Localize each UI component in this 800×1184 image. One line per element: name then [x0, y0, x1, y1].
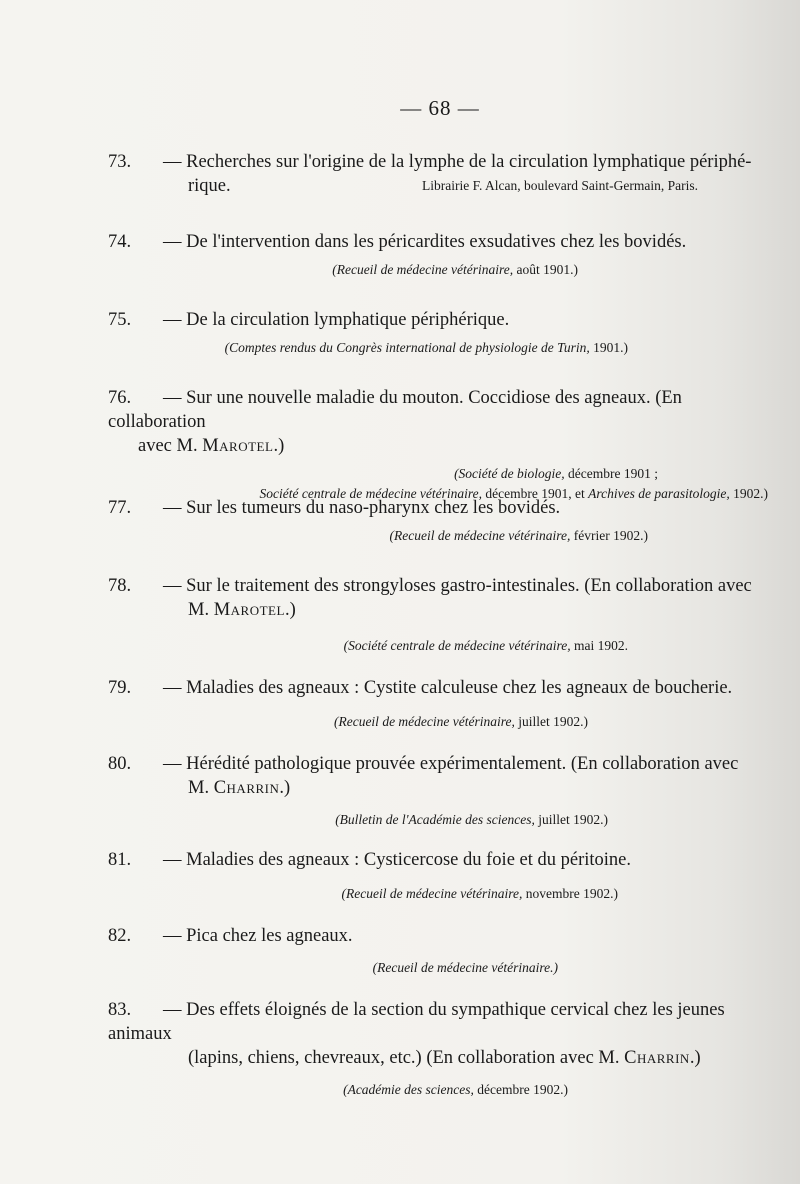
entry-number: 80. [108, 754, 132, 774]
entry-number: 75. [108, 310, 132, 330]
source-publication: (Société de biologie, [454, 466, 565, 481]
entry-80 [108, 752, 768, 830]
entry-title-line2 [108, 776, 768, 800]
source-text: décembre 1901, et [482, 486, 589, 501]
entry-number: 76. [108, 388, 132, 408]
title-text: M. [188, 778, 214, 798]
entry-source [108, 260, 768, 280]
entry-title [108, 924, 768, 948]
source-publication: (Recueil de médecine vétérinaire.) [372, 960, 558, 975]
source-publication: (Comptes rendus du Congrès international de physiologie de Turin, [224, 340, 590, 355]
entry-source [108, 338, 768, 358]
entry-source [108, 712, 768, 732]
entry-81 [108, 848, 768, 904]
entry-title [108, 998, 768, 1070]
entry-title [108, 752, 768, 800]
source-date: juillet 1902.) [514, 714, 588, 729]
source-date: juillet 1902.) [534, 812, 608, 827]
entry-title-line1: — Recherches sur l'origine de la lymphe de la circulation lymphatique périphé- [163, 152, 752, 172]
entry-source [108, 464, 768, 484]
source-date: février 1902.) [570, 528, 648, 543]
entry-82 [108, 924, 768, 978]
entry-title [108, 230, 768, 254]
entry-76 [108, 386, 768, 504]
entry-title-line2 [108, 1046, 768, 1070]
source-date: 1902.) [729, 486, 768, 501]
entry-74 [108, 230, 768, 280]
source-publication: (Recueil de médecine vétérinaire, [333, 714, 515, 729]
entry-title-line2 [108, 598, 768, 622]
entry-source [108, 884, 768, 904]
entry-title-line1: — Maladies des agneaux : Cystite calculeuse chez les agneaux de boucherie. [163, 678, 733, 698]
entry-78 [108, 574, 768, 656]
entry-75 [108, 308, 768, 358]
source-date: 1901.) [589, 340, 628, 355]
title-text: M. [188, 600, 214, 620]
entry-title-line1: — Pica chez les agneaux. [163, 926, 353, 946]
source-publication: (Bulletin de l'Académie des sciences, [335, 812, 535, 827]
entry-number: 73. [108, 152, 132, 172]
entry-number: 83. [108, 1000, 132, 1020]
source-date: décembre 1901 ; [564, 466, 658, 481]
entry-title-line1: — De l'intervention dans les péricardites exsudatives chez les bovidés. [163, 232, 687, 252]
source-publication: (Académie des sciences, [343, 1082, 474, 1097]
entry-title-line1: — Sur une nouvelle maladie du mouton. Coccidiose des agneaux. (En collaboration [108, 388, 682, 432]
entry-79 [108, 676, 768, 732]
entry-source [108, 810, 768, 830]
entry-title [108, 848, 768, 872]
entry-source [108, 636, 768, 656]
source-publication: (Recueil de médecine vétérinaire, [389, 528, 571, 543]
entry-77 [108, 496, 768, 546]
entry-title-line1: — De la circulation lymphatique périphérique. [163, 310, 510, 330]
entry-title-line2: rique. [188, 176, 231, 196]
entry-title-line1: — Des effets éloignés de la section du sympathique cervical chez les jeunes animaux [108, 1000, 725, 1044]
title-text: .) [284, 600, 296, 620]
source-publication: (Société centrale de médecine vétérinaire, [343, 638, 571, 653]
entry-83 [108, 998, 768, 1100]
source-date: août 1901.) [513, 262, 578, 277]
collaborator-name: Marotel [202, 436, 274, 456]
source-publication-2: Archives de parasitologie, [588, 486, 730, 501]
entry-source: Librairie F. Alcan, boulevard Saint-Germain, Paris. [422, 178, 698, 193]
entry-title [108, 496, 768, 520]
title-text: .) [273, 436, 285, 456]
entry-title-line1: — Hérédité pathologique prouvée expérimentalement. (En collaboration avec [163, 754, 739, 774]
collaborator-name: Marotel [213, 600, 285, 620]
source-date: mai 1902. [570, 638, 628, 653]
entry-title [108, 574, 768, 622]
title-text: .) [689, 1048, 701, 1068]
entry-title-line1: — Sur les tumeurs du naso-pharynx chez les bovidés. [163, 498, 561, 518]
source-date: décembre 1902.) [473, 1082, 568, 1097]
collaborator-name: Charrin [624, 1048, 690, 1068]
entry-title-line1: — Maladies des agneaux : Cysticercose du foie et du péritoine. [163, 850, 632, 870]
entry-number: 79. [108, 678, 132, 698]
entry-source [108, 526, 768, 546]
source-publication: (Recueil de médecine vétérinaire, [332, 262, 514, 277]
entry-title [108, 308, 768, 332]
entry-number: 82. [108, 926, 132, 946]
entry-number: 78. [108, 576, 132, 596]
entry-number: 77. [108, 498, 132, 518]
entry-number: 74. [108, 232, 132, 252]
entry-source [108, 1080, 768, 1100]
title-text: .) [279, 778, 291, 798]
page-number: — 68 — [400, 96, 480, 120]
entry-title-line2 [108, 434, 768, 458]
title-text: avec M. [138, 436, 203, 456]
source-publication: (Recueil de médecine vétérinaire, [341, 886, 523, 901]
entry-73 [108, 150, 768, 196]
title-text: (lapins, chiens, chevreaux, etc.) (En collaboration avec M. [188, 1048, 625, 1068]
source-publication: Société centrale de médecine vétérinaire, [259, 486, 483, 501]
entry-source [108, 958, 768, 978]
entry-title [108, 386, 768, 458]
entry-number: 81. [108, 850, 132, 870]
entry-title-line1: — Sur le traitement des strongyloses gastro-intestinales. (En collaboration avec [163, 576, 752, 596]
entry-title [108, 676, 768, 700]
collaborator-name: Charrin [213, 778, 280, 798]
source-date: novembre 1902.) [522, 886, 618, 901]
